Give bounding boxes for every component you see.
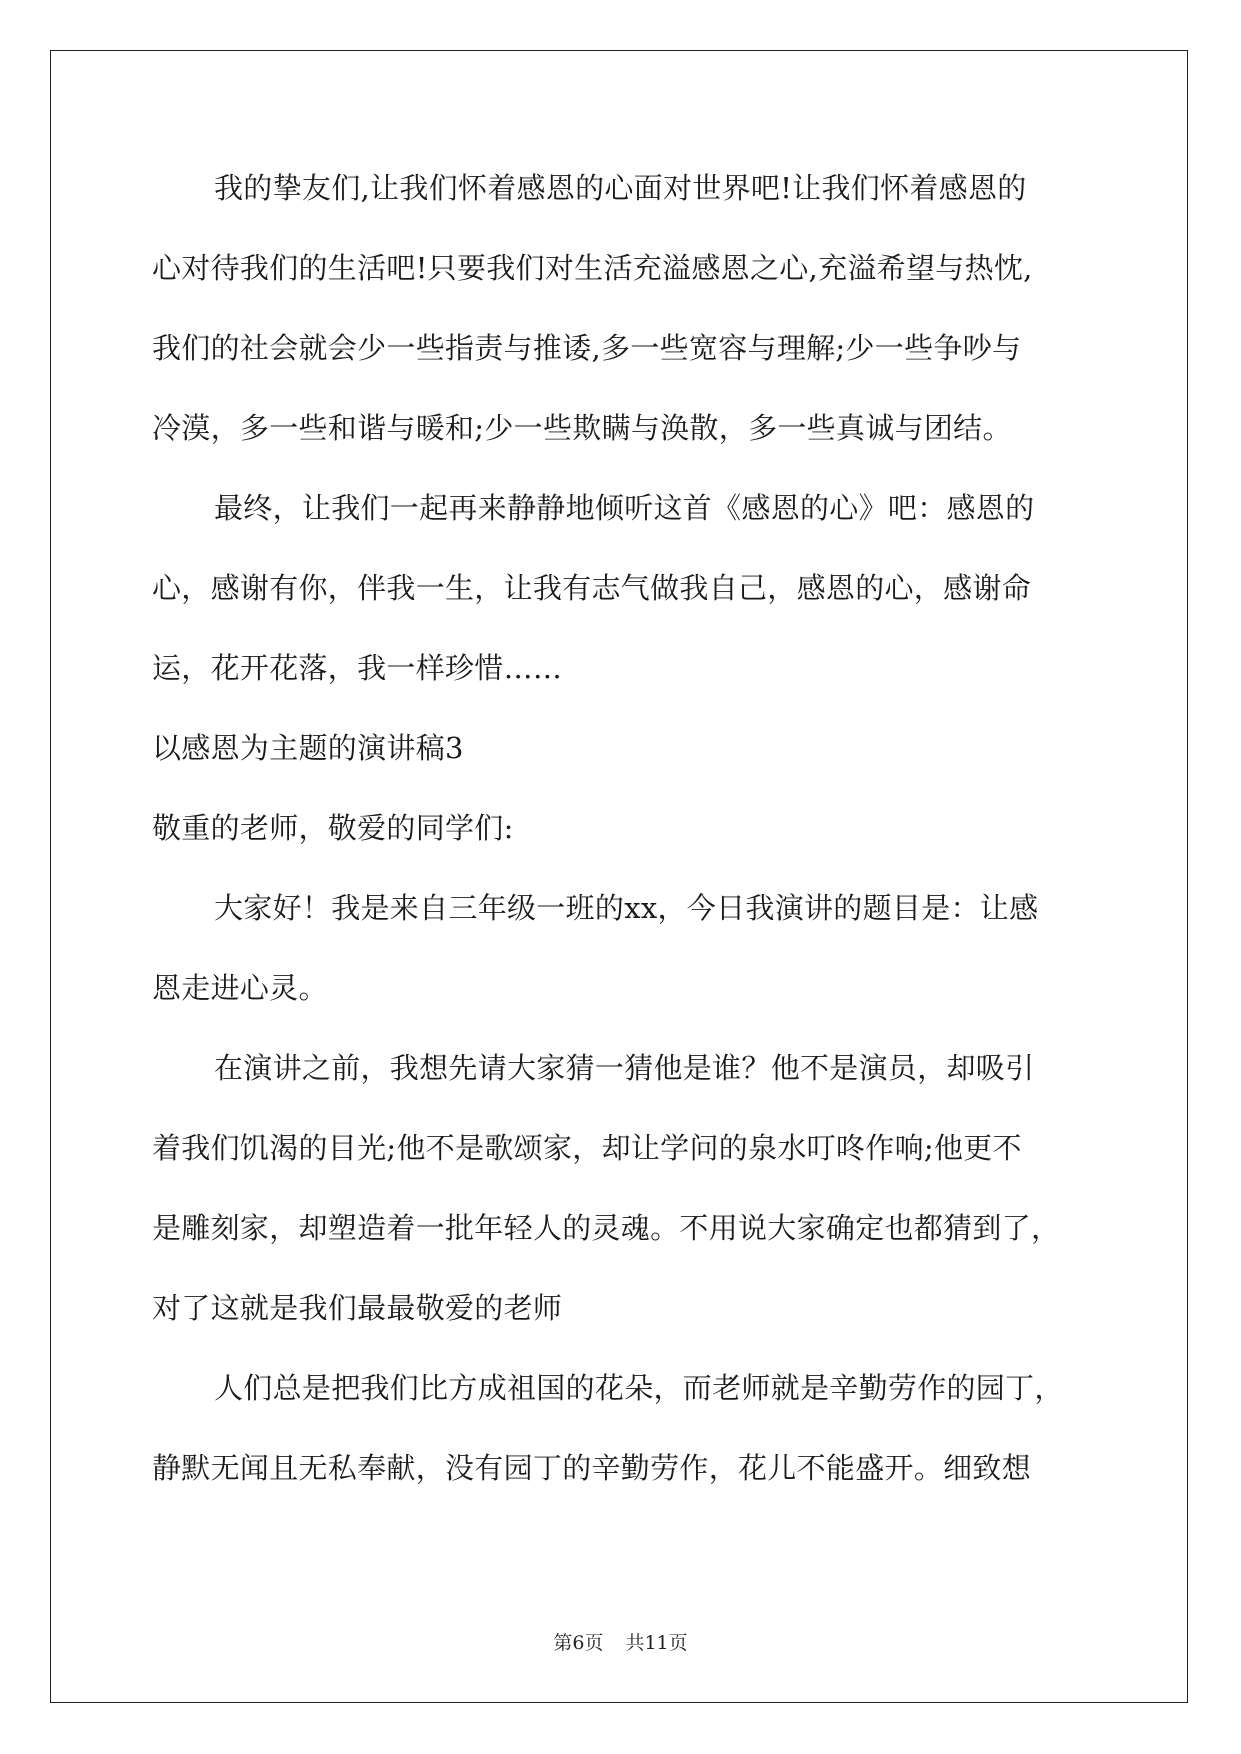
page-footer — [0, 1628, 1241, 1655]
page-number: 第6页 — [553, 1632, 604, 1654]
paragraph-line: 心对待我们的生活吧!只要我们对生活充溢感恩之心,充溢希望与热忱, — [152, 251, 1033, 285]
paragraph-line: 冷漠，多一些和谐与暖和;少一些欺瞒与涣散，多一些真诚与团结。 — [152, 411, 1012, 445]
paragraph-line: 对了这就是我们最最敬爱的老师 — [152, 1291, 563, 1325]
paragraph-line: 我们的社会就会少一些指责与推诿,多一些宽容与理解;少一些争吵与 — [152, 331, 1022, 365]
paragraph-line: 在演讲之前，我想先请大家猜一猜他是谁？他不是演员，却吸引 — [214, 1051, 1035, 1085]
paragraph-line: 运，花开花落，我一样珍惜…… — [152, 651, 563, 685]
document-body — [152, 160, 1117, 1520]
paragraph-line: 恩走进心灵。 — [152, 971, 328, 1005]
paragraph-line: 心，感谢有你，伴我一生，让我有志气做我自己，感恩的心，感谢命 — [152, 571, 1032, 605]
paragraph-line: 静默无闻且无私奉献，没有园丁的辛勤劳作，花儿不能盛开。细致想 — [152, 1451, 1032, 1485]
paragraph-line: 着我们饥渴的目光;他不是歌颂家，却让学问的泉水叮咚作响;他更不 — [152, 1131, 1022, 1165]
paragraph-line: 是雕刻家，却塑造着一批年轻人的灵魂。不用说大家确定也都猜到了， — [152, 1211, 1061, 1245]
paragraph-line: 我的挚友们,让我们怀着感恩的心面对世界吧!让我们怀着感恩的 — [214, 171, 1027, 205]
paragraph-line: 人们总是把我们比方成祖国的花朵，而老师就是辛勤劳作的园丁， — [214, 1371, 1064, 1405]
paragraph-line: 大家好！我是来自三年级一班的xx，今日我演讲的题目是：让感 — [214, 891, 1039, 925]
page-total: 共11页 — [625, 1632, 688, 1654]
section-heading: 以感恩为主题的演讲稿3 — [152, 731, 464, 765]
salutation-line: 敬重的老师，敬爱的同学们: — [152, 811, 514, 845]
paragraph-line: 最终，让我们一起再来静静地倾听这首《感恩的心》吧：感恩的 — [214, 491, 1035, 525]
